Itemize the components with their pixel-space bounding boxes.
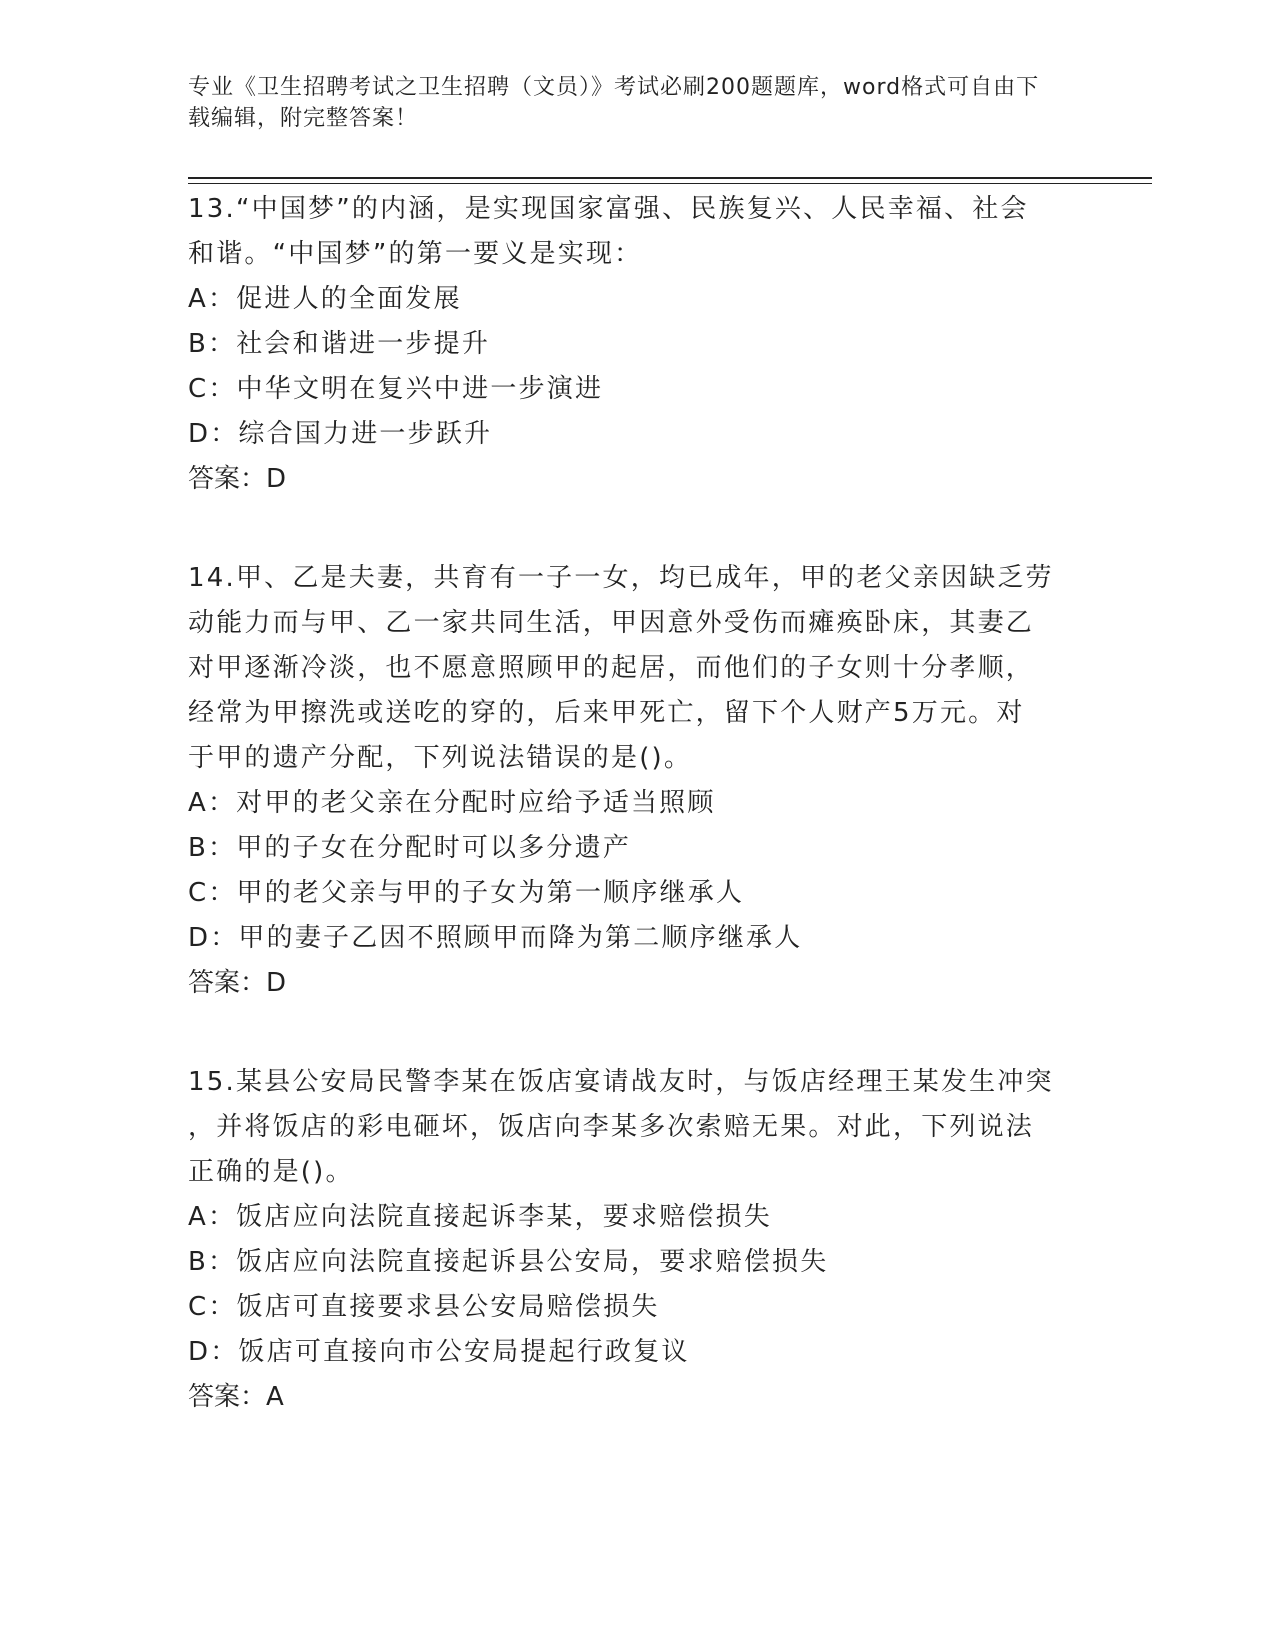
option-b: B：社会和谐进一步提升 (188, 329, 491, 359)
header-text: 专业《卫生招聘考试之卫生招聘（文员）》考试必刷200题题库，word格式可自由下载编辑，附完整答案！ (188, 75, 1040, 131)
question-stem-line: 对甲逐渐冷淡，也不愿意照顾甲的起居，而他们的子女则十分孝顺， (188, 653, 1035, 683)
option-d: D：饭店可直接向市公安局提起行政复议 (188, 1337, 690, 1367)
option-c: C：中华文明在复兴中进一步演进 (188, 374, 604, 404)
option-b: B：饭店应向法院直接起诉县公安局，要求赔偿损失 (188, 1247, 829, 1277)
option-d: D：甲的妻子乙因不照顾甲而降为第二顺序继承人 (188, 923, 803, 953)
answer-value: D (266, 464, 287, 494)
spacer (188, 1006, 1088, 1060)
option-c: C：甲的老父亲与甲的子女为第一顺序继承人 (188, 878, 745, 908)
document-header (188, 72, 1048, 134)
option-a: A：对甲的老父亲在分配时应给予适当照顾 (188, 788, 716, 818)
answer-label: 答案： (188, 1382, 267, 1412)
answer-line (188, 961, 1088, 1006)
answer-line (188, 1375, 1088, 1420)
option-a: A：饭店应向法院直接起诉李某，要求赔偿损失 (188, 1202, 772, 1232)
option-a: A：促进人的全面发展 (188, 284, 462, 314)
header-divider-thick (188, 177, 1152, 179)
question-stem-line: 15.某县公安局民警李某在饭店宴请战友时，与饭店经理王某发生冲突 (188, 1067, 1054, 1097)
answer-value: D (266, 968, 287, 998)
answer-label: 答案： (188, 464, 267, 494)
answer-label: 答案： (188, 968, 267, 998)
option-c: C：饭店可直接要求县公安局赔偿损失 (188, 1292, 660, 1322)
question-13 (188, 187, 1088, 502)
question-list (188, 187, 1088, 1420)
question-15 (188, 1060, 1088, 1420)
answer-value: A (266, 1382, 284, 1412)
question-stem-line: 动能力而与甲、乙一家共同生活，甲因意外受伤而瘫痪卧床，其妻乙 (188, 608, 1035, 638)
question-stem-line: 经常为甲擦洗或送吃的穿的，后来甲死亡，留下个人财产5万元。对 (188, 698, 1025, 728)
spacer (188, 502, 1088, 556)
question-stem-line: ，并将饭店的彩电砸坏，饭店向李某多次索赔无果。对此，下列说法 (188, 1112, 1035, 1142)
option-b: B：甲的子女在分配时可以多分遗产 (188, 833, 632, 863)
answer-line (188, 457, 1088, 502)
question-stem-line: 和谐。“中国梦”的第一要义是实现： (188, 239, 643, 269)
question-stem-line: 正确的是()。 (188, 1157, 354, 1187)
question-stem-line: 14.甲、乙是夫妻，共育有一子一女，均已成年，甲的老父亲因缺乏劳 (188, 563, 1054, 593)
option-d: D：综合国力进一步跃升 (188, 419, 493, 449)
question-stem-line: 13.“中国梦”的内涵，是实现国家富强、民族复兴、人民幸福、社会 (188, 194, 1029, 224)
question-stem-line: 于甲的遗产分配，下列说法错误的是()。 (188, 743, 693, 773)
question-14 (188, 556, 1088, 1006)
header-divider-thin (188, 183, 1152, 184)
